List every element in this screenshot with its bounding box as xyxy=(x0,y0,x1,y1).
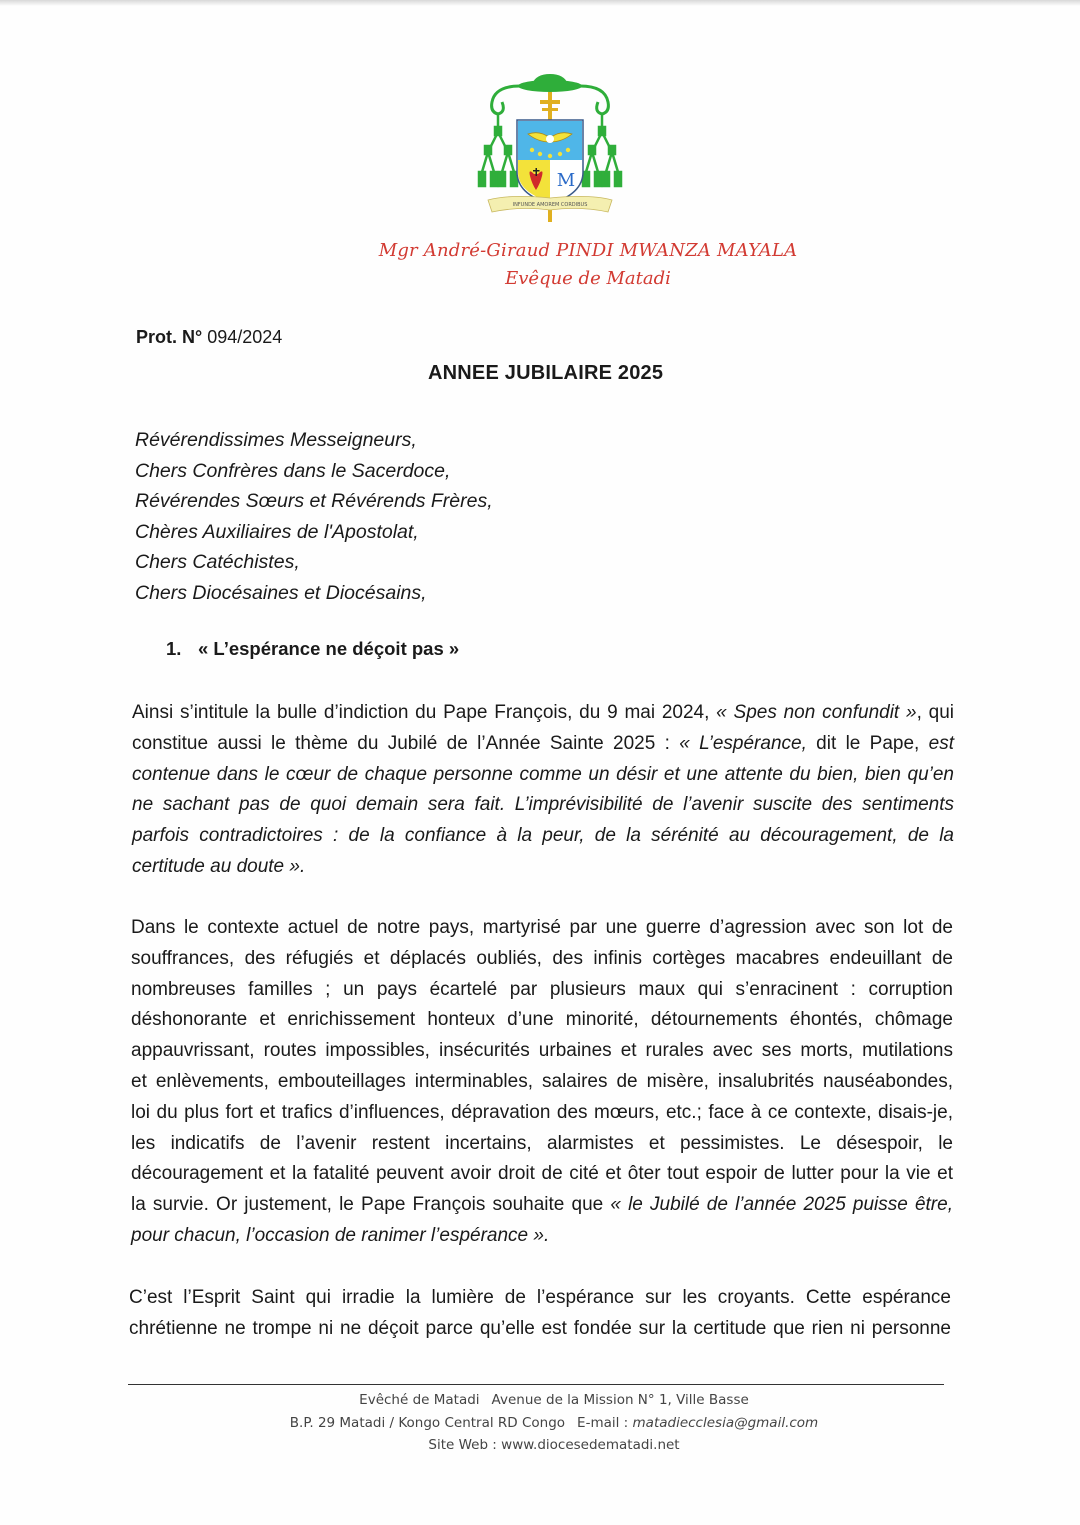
text-line: la survie. Or justement, le Pape François souhaite que « le Jubilé de l’année 2025 puisse être, xyxy=(131,1194,953,1216)
text-line: Ainsi s’intitule la bulle d’indiction du Pape François, du 9 mai 2024, « Spes non confundit », qui xyxy=(132,702,954,723)
page-top-edge xyxy=(0,0,1080,6)
text-line: chrétienne ne trompe ni ne déçoit parce qu’elle est fondée sur la certitude que rien ni personne xyxy=(129,1317,951,1339)
salutation-line: Chers Confrères dans le Sacerdoce, xyxy=(135,459,451,482)
episcopal-coat-of-arms-icon xyxy=(470,72,630,222)
text-line: découragement et la fatalité peuvent avoir droit de cité et ôter tout espoir de lutter pour la vie et xyxy=(131,1163,953,1185)
text-line: parfois contradictoires : de la confiance à la peur, de la sérénité au découragement, de la xyxy=(132,825,954,847)
footer-website-line: Site Web : www.diocesedematadi.net xyxy=(428,1437,680,1453)
text-line: appauvrissant, routes impossibles, insécurités urbaines et rurales avec ses morts, mutilations xyxy=(131,1040,953,1062)
protocol-number: 094/2024 xyxy=(207,327,283,347)
footer-address-line: Evêché de Matadi Avenue de la Mission N° 1, Ville Basse xyxy=(359,1392,749,1408)
document-title: ANNEE JUBILAIRE 2025 xyxy=(428,362,664,384)
bishop-title: Evêque de Matadi xyxy=(505,268,671,289)
text-line: Dans le contexte actuel de notre pays, martyrisé par une guerre d’agression avec son lot de xyxy=(131,917,953,938)
salutation-line: Révérendissimes Messeigneurs, xyxy=(135,429,417,451)
text-line: loi du plus fort et trafics d’influences, dépravation des mœurs, etc.; face à ce contexte, disais-je, xyxy=(131,1101,953,1123)
salutations xyxy=(135,425,493,609)
paragraph-1 xyxy=(132,698,954,883)
text-line: et enlèvements, embouteillages interminables, salaires de misère, insalubrités nauséabondes, xyxy=(131,1070,953,1092)
text-line: contenue dans le cœur de chaque personne comme un désir et une attente du bien, bien qu’en xyxy=(132,763,954,785)
section-number: 1. xyxy=(166,638,182,659)
svg-text:INFUNDE AMOREM CORDIBUS: INFUNDE AMOREM CORDIBUS xyxy=(512,202,588,208)
text-line: constitue aussi le thème du Jubilé de l’Année Sainte 2025 : « L’espérance, dit le Pape, est xyxy=(132,732,955,754)
footer-email-link[interactable]: matadiecclesia@gmail.com xyxy=(632,1415,819,1431)
text-line: ne sachant pas de quoi demain sera fait. L’imprévisibilité de l’avenir suscite des sentiments xyxy=(132,794,954,816)
svg-text:M: M xyxy=(556,170,576,191)
text-line: souffrances, des réfugiés et déplacés oubliés, des infinis cortèges macabres endeuillant de xyxy=(131,947,953,969)
text-line: C’est l’Esprit Saint qui irradie la lumière de l’espérance sur les croyants. Cette espérance xyxy=(129,1287,951,1308)
salutation-line: Chers Diocésaines et Diocésains, xyxy=(135,581,427,604)
salutation-line: Chers Catéchistes, xyxy=(135,551,300,574)
bishop-name: Mgr André-Giraud PINDI MWANZA MAYALA xyxy=(378,240,798,261)
text-line: certitude au doute ». xyxy=(132,855,306,877)
salutation-line: Chères Auxiliaires de l'Apostolat, xyxy=(135,520,419,543)
text-line: les indicatifs de l’avenir restent incertains, alarmistes et pessimistes. Le désespoir, le xyxy=(131,1132,953,1154)
section-title: « L’espérance ne déçoit pas » xyxy=(198,638,460,659)
section-heading xyxy=(166,638,459,660)
footer-divider xyxy=(128,1384,944,1385)
text-line: déshonorante et enrichissement honteux d’une minorité, détournements éhontés, chômage xyxy=(131,1009,953,1031)
text-line: pour chacun, l’occasion de ranimer l’espérance ». xyxy=(131,1224,550,1246)
paragraph-2 xyxy=(131,913,953,1252)
protocol-label: Prot. N° xyxy=(136,327,203,347)
footer-contact-line: B.P. 29 Matadi / Kongo Central RD Congo E-mail : matadiecclesia@gmail.com xyxy=(289,1415,819,1431)
salutation-line: Révérendes Sœurs et Révérends Frères, xyxy=(135,490,493,513)
paragraph-3 xyxy=(129,1283,951,1345)
protocol-reference xyxy=(136,327,282,348)
text-line: nombreuses familles ; un pays écartelé par plusieurs maux qui s’enracinent : corruption xyxy=(131,978,953,1000)
